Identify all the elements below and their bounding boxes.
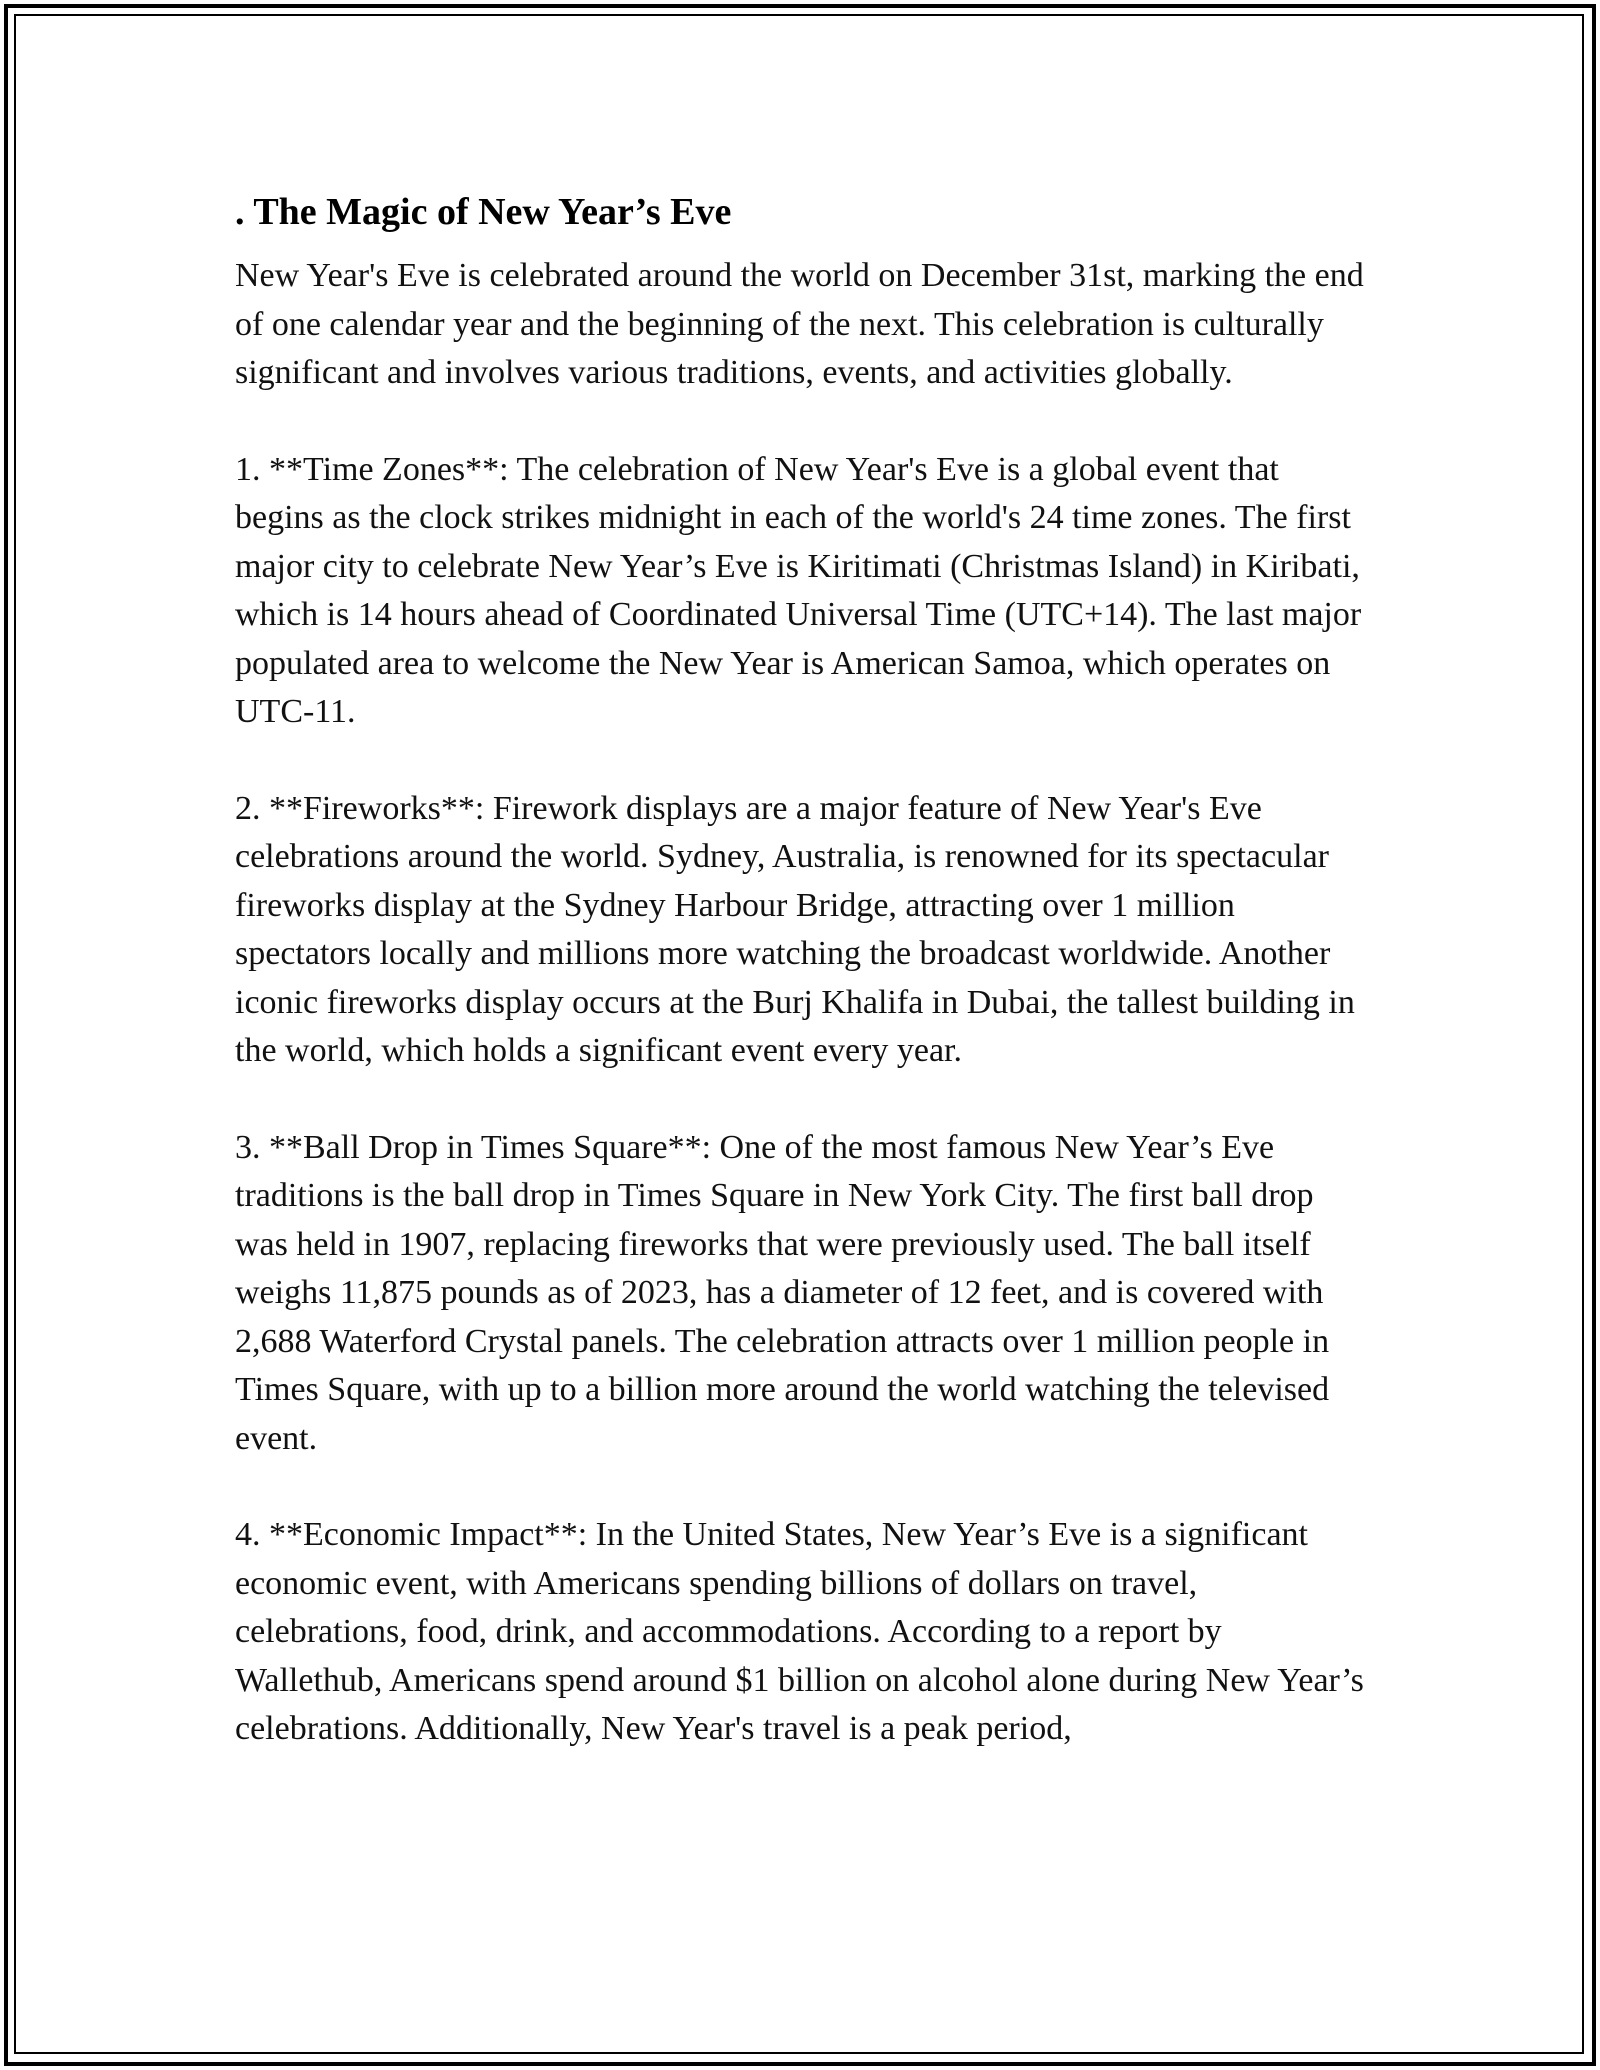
- document-title: . The Magic of New Year’s Eve: [235, 191, 732, 233]
- paragraph-economic-impact: 4. **Economic Impact**: In the United States, New Year’s Eve is a significant economic event, with Americans spending billions of dollars on travel, celebrations, food, drink, and accommodations. According to a report by Wallethub, Americans spend around $1 billion on alcohol alone during New Year’s celebrations. Additionally, New Year's travel is a peak period,: [235, 1516, 1373, 1747]
- paragraph-time-zones: 1. **Time Zones**: The celebration of New Year's Eve is a global event that begins as the clock strikes midnight in each of the world's 24 time zones. The first major city to celebrate New Year’s Eve is Kiritimati (Christmas Island) in Kiribati, which is 14 hours ahead of Coordinated Universal Time (UTC+14). The last major populated area to welcome the New Year is American Samoa, which operates on UTC-11.: [235, 450, 1370, 730]
- paragraph-fireworks: 2. **Fireworks**: Firework displays are a major feature of New Year's Eve celebrations around the world. Sydney, Australia, is renowned for its spectacular fireworks display at the Sydney Harbour Bridge, attracting over 1 million spectators locally and millions more watching the broadcast worldwide. Another iconic fireworks display occurs at the Burj Khalifa in Dubai, the tallest building in the world, which holds a significant event every year.: [235, 789, 1364, 1069]
- paragraph-intro: New Year's Eve is celebrated around the world on December 31st, marking the end of one calendar year and the beginning of the next. This celebration is culturally significant and involves various traditions, events, and activities globally.: [235, 257, 1373, 391]
- paragraph-ball-drop: 3. **Ball Drop in Times Square**: One of the most famous New Year’s Eve traditions is the ball drop in Times Square in New York City. The first ball drop was held in 1907, replacing fireworks that were previously used. The ball itself weighs 11,875 pounds as of 2023, has a diameter of 12 feet, and is covered with 2,688 Waterford Crystal panels. The celebration attracts over 1 million people in Times Square, with up to a billion more around the world watching the televised event.: [235, 1128, 1338, 1457]
- document-body: [235, 186, 1373, 1802]
